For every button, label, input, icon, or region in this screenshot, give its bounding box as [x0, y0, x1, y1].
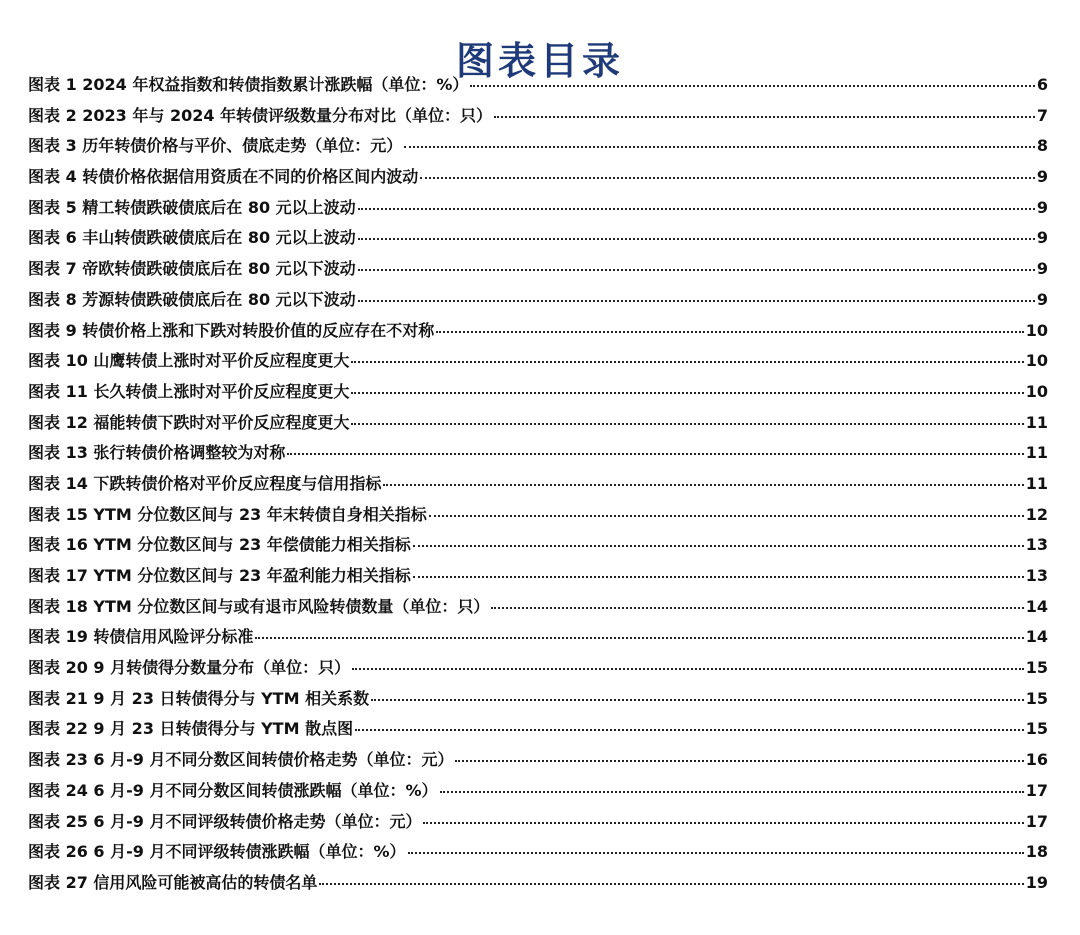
toc-entry-label: 图表 21 9 月 23 日转债得分与 YTM 相关系数	[28, 688, 370, 708]
toc-entry-label: 图表 8 芳源转债跌破债底后在 80 元以下波动	[28, 289, 356, 309]
toc-entry-label: 图表 3 历年转债价格与平价、债底走势（单位：元）	[28, 136, 403, 156]
toc-entry[interactable]	[28, 101, 1048, 132]
toc-dot-leader	[351, 361, 1023, 363]
toc-entry[interactable]	[28, 837, 1048, 868]
toc-entry-label: 图表 11 长久转债上涨时对平价反应程度更大	[28, 381, 350, 401]
toc-entry[interactable]	[28, 868, 1048, 899]
toc-entry-page-number: 19	[1025, 872, 1048, 892]
toc-entry-page-number: 11	[1025, 443, 1048, 463]
toc-entry-page-number: 11	[1025, 473, 1048, 493]
toc-dot-leader	[351, 392, 1023, 394]
toc-dot-leader	[491, 607, 1023, 609]
toc-entry[interactable]	[28, 592, 1048, 623]
toc-dot-leader	[355, 729, 1024, 731]
toc-entry-label: 图表 9 转债价格上涨和下跌对转股价值的反应存在不对称	[28, 320, 435, 340]
toc-dot-leader	[371, 699, 1024, 701]
toc-entry-label: 图表 12 福能转债下跌时对平价反应程度更大	[28, 412, 350, 432]
page-title: 图表目录	[455, 38, 624, 84]
toc-entry[interactable]	[28, 622, 1048, 653]
toc-entry[interactable]	[28, 70, 1048, 101]
toc-entry-page-number: 16	[1025, 750, 1048, 770]
toc-entry-label: 图表 27 信用风险可能被高估的转债名单	[28, 872, 318, 892]
toc-entry-label: 图表 25 6 月-9 月不同评级转债价格走势（单位：元）	[28, 811, 422, 831]
toc-dot-leader	[413, 576, 1024, 578]
toc-dot-leader	[287, 453, 1023, 455]
toc-entry[interactable]	[28, 162, 1048, 193]
toc-dot-leader	[420, 177, 1035, 179]
toc-dot-leader	[413, 545, 1024, 547]
toc-dot-leader	[358, 300, 1035, 302]
toc-entry-page-number: 17	[1025, 811, 1048, 831]
toc-entry-page-number: 9	[1036, 167, 1048, 187]
toc-entry-label: 图表 23 6 月-9 月不同分数区间转债价格走势（单位：元）	[28, 750, 454, 770]
toc-entry-page-number: 14	[1025, 596, 1048, 616]
toc-entry[interactable]	[28, 346, 1048, 377]
toc-entry[interactable]	[28, 285, 1048, 316]
toc-entry-page-number: 9	[1036, 228, 1048, 248]
toc-entry[interactable]	[28, 530, 1048, 561]
toc-entry[interactable]	[28, 131, 1048, 162]
toc-entry-label: 图表 4 转债价格依据信用资质在不同的价格区间内波动	[28, 167, 419, 187]
toc-entry[interactable]	[28, 500, 1048, 531]
table-of-figures	[28, 70, 1048, 899]
toc-entry-page-number: 10	[1025, 381, 1048, 401]
toc-entry-page-number: 6	[1036, 75, 1048, 94]
toc-entry[interactable]	[28, 193, 1048, 224]
toc-entry-page-number: 15	[1025, 719, 1048, 739]
toc-entry-label: 图表 5 精工转债跌破债底后在 80 元以上波动	[28, 197, 356, 217]
toc-dot-leader	[255, 637, 1023, 639]
toc-entry-page-number: 18	[1025, 842, 1048, 862]
toc-dot-leader	[383, 484, 1023, 486]
toc-entry-label: 图表 17 YTM 分位数区间与 23 年盈利能力相关指标	[28, 566, 411, 585]
toc-dot-leader	[470, 85, 1034, 87]
toc-entry-label: 图表 15 YTM 分位数区间与 23 年末转债自身相关指标	[28, 504, 427, 524]
toc-entry-label: 图表 10 山鹰转债上涨时对平价反应程度更大	[28, 351, 350, 371]
toc-dot-leader	[358, 238, 1035, 240]
toc-entry[interactable]	[28, 408, 1048, 439]
toc-dot-leader	[455, 760, 1023, 762]
toc-entry-label: 图表 22 9 月 23 日转债得分与 YTM 散点图	[28, 719, 354, 739]
toc-dot-leader	[423, 822, 1023, 824]
toc-entry-page-number: 11	[1025, 412, 1048, 432]
toc-dot-leader	[351, 423, 1023, 425]
toc-dot-leader	[358, 208, 1035, 210]
toc-entry[interactable]	[28, 316, 1048, 347]
toc-entry[interactable]	[28, 684, 1048, 715]
toc-entry-page-number: 9	[1036, 289, 1048, 309]
toc-entry[interactable]	[28, 377, 1048, 408]
toc-entry[interactable]	[28, 254, 1048, 285]
toc-entry[interactable]	[28, 561, 1048, 592]
toc-entry-page-number: 12	[1025, 504, 1048, 524]
toc-entry-label: 图表 18 YTM 分位数区间与或有退市风险转债数量（单位：只）	[28, 596, 490, 616]
toc-entry[interactable]	[28, 776, 1048, 807]
toc-entry[interactable]	[28, 653, 1048, 684]
toc-entry[interactable]	[28, 807, 1048, 838]
toc-entry-label: 图表 14 下跌转债价格对平价反应程度与信用指标	[28, 473, 382, 493]
toc-entry[interactable]	[28, 223, 1048, 254]
toc-entry-page-number: 13	[1025, 566, 1048, 585]
toc-entry-page-number: 9	[1036, 259, 1048, 279]
toc-dot-leader	[404, 146, 1035, 148]
toc-entry-page-number: 13	[1025, 535, 1048, 555]
toc-dot-leader	[436, 331, 1023, 333]
toc-entry-page-number: 15	[1025, 658, 1048, 678]
toc-entry-label: 图表 1 2024 年权益指数和转债指数累计涨跌幅（单位：%）	[28, 75, 469, 94]
toc-dot-leader	[440, 791, 1024, 793]
toc-entry-label: 图表 20 9 月转债得分数量分布（单位：只）	[28, 658, 351, 678]
toc-entry-page-number: 15	[1025, 688, 1048, 708]
toc-entry-page-number: 10	[1025, 320, 1048, 340]
toc-entry[interactable]	[28, 438, 1048, 469]
toc-dot-leader	[408, 852, 1024, 854]
toc-entry-label: 图表 13 张行转债价格调整较为对称	[28, 443, 286, 463]
toc-entry[interactable]	[28, 714, 1048, 745]
toc-entry-page-number: 9	[1036, 197, 1048, 217]
toc-entry[interactable]	[28, 469, 1048, 500]
toc-entry-label: 图表 2 2023 年与 2024 年转债评级数量分布对比（单位：只）	[28, 105, 493, 125]
toc-entry-page-number: 7	[1036, 105, 1048, 125]
toc-entry-label: 图表 24 6 月-9 月不同分数区间转债涨跌幅（单位：%）	[28, 780, 438, 800]
toc-entry[interactable]	[28, 745, 1048, 776]
toc-dot-leader	[358, 269, 1035, 271]
toc-entry-label: 图表 6 丰山转债跌破债底后在 80 元以上波动	[28, 228, 356, 248]
toc-entry-page-number: 10	[1025, 351, 1048, 371]
toc-dot-leader	[429, 515, 1024, 517]
toc-entry-label: 图表 19 转债信用风险评分标准	[28, 627, 254, 647]
toc-dot-leader	[319, 883, 1023, 885]
toc-entry-page-number: 17	[1025, 780, 1048, 800]
toc-entry-label: 图表 26 6 月-9 月不同评级转债涨跌幅（单位：%）	[28, 842, 406, 862]
toc-entry-label: 图表 7 帝欧转债跌破债底后在 80 元以下波动	[28, 259, 356, 279]
toc-entry-page-number: 8	[1036, 136, 1048, 156]
toc-dot-leader	[494, 116, 1035, 118]
toc-entry-label: 图表 16 YTM 分位数区间与 23 年偿债能力相关指标	[28, 535, 411, 555]
toc-dot-leader	[352, 668, 1024, 670]
toc-entry-page-number: 14	[1025, 627, 1048, 647]
